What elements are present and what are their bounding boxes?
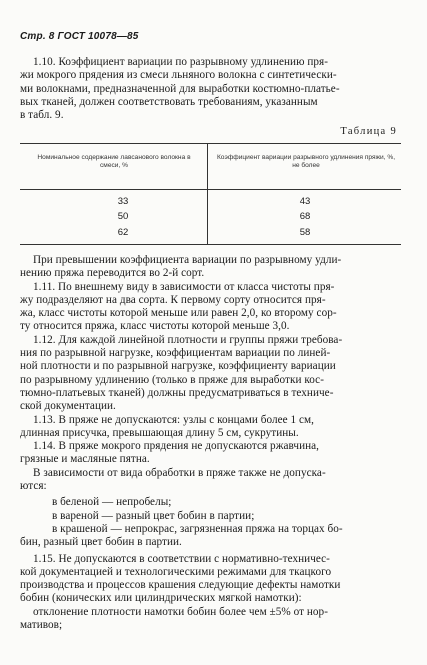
text-line: бин, разный цвет бобин в партии. [20,536,182,549]
text-line: ской документации. [20,400,116,413]
text-line: 1.15. Не допускаются в соответствии с нормативно-техничес- [33,552,330,565]
text-line: нению пряжа переводится во 2-й сорт. [20,267,205,280]
text-line: ту относится пряжа, класс чистоты которой меньше 3,0. [20,320,290,333]
text-line: В зависимости от вида обработки в пряже также не допуска- [33,466,326,479]
table-cell: 58 [299,227,311,238]
text-line: ми волокнами, предназначенной для выработки костюмно-платье- [20,82,340,95]
table-cell: 62 [117,227,129,238]
text-line: При превышении коэффициента вариации по разрывному удли- [33,254,342,266]
text-line: 1.10. Коэффициент вариации по разрывному удлинению пря- [33,56,328,68]
table-cell: 68 [299,211,311,222]
text-line: в табл. 9. [20,109,64,122]
text-line: 1.12. Для каждой линейной плотности и группы пряжи требова- [33,333,343,346]
text-line: отклонение плотности намотки бобин более чем ±5% от нор- [33,605,328,618]
page-header: Стр. 8 ГОСТ 10078—85 [20,31,139,42]
table-header-variation: Коэффициент вариации разрывного удлинения пряжи, %, не более [216,154,396,169]
table-caption: Таблица 9 [340,126,397,137]
table-cell: 50 [117,211,129,222]
text-line: жа, класс чистоты которой меньше или равен 2,0, ко второму сор- [20,307,337,320]
table-header-content: Номинальное содержание лавсанового волокна в смеси, % [37,154,191,169]
data-table [20,143,401,245]
text-line: 1.13. В пряже не допускаются: узлы с концами более 1 см, [33,413,314,426]
text-line: мативов; [20,619,63,632]
paragraph-1-10 [20,56,401,122]
text-line: длинная присучка, превышающая длину 5 см, сукрутины. [20,426,299,439]
text-line: кой документацией и технологическими режимами для ткацкого [20,565,332,578]
text-line: по разрывному удлинению (только в пряже для выработки кос- [20,373,324,386]
text-line: ной плотности и по разрывной нагрузке, коэффициенту вариации [20,360,336,373]
text-line: 1.11. По внешнему виду в зависимости от класса чистоты пря- [33,280,335,293]
text-line: жу подразделяют на два сорта. К первому сорту относится пря- [20,293,326,306]
text-line: ются: [20,480,47,493]
table-header-divider [20,189,401,190]
text-line: ния по разрывной нагрузке, коэффициентам вариации по линей- [20,347,331,360]
table-cell: 33 [117,196,129,207]
text-line: жи мокрого прядения из смеси льняного волокна с синтетически- [20,69,337,82]
text-line: бобин (конических или цилиндрических мягкой намотки): [20,592,302,605]
text-line: 1.14. В пряже мокрого прядения не допускаются ржавчина, [33,440,320,453]
text-line: вых тканей, должен соответствовать требованиям, указанным [20,95,318,108]
text-line: тюмно-платьевых тканей) должны предусматриваться в техниче- [20,386,334,399]
text-line: грязные и масляные пятна. [20,453,150,466]
table-cell: 43 [299,196,311,207]
text-line: производства и процессов крашения следующие дефекты намотки [20,579,341,592]
document-body [20,254,401,632]
text-line: в вареной — разный цвет бобин в партии; [52,509,255,522]
text-line: в беленой — непробелы; [52,496,172,509]
table-column-divider [207,144,208,244]
text-line: в крашеной — непрокрас, загрязненная пряжа на торцах бо- [52,522,343,535]
